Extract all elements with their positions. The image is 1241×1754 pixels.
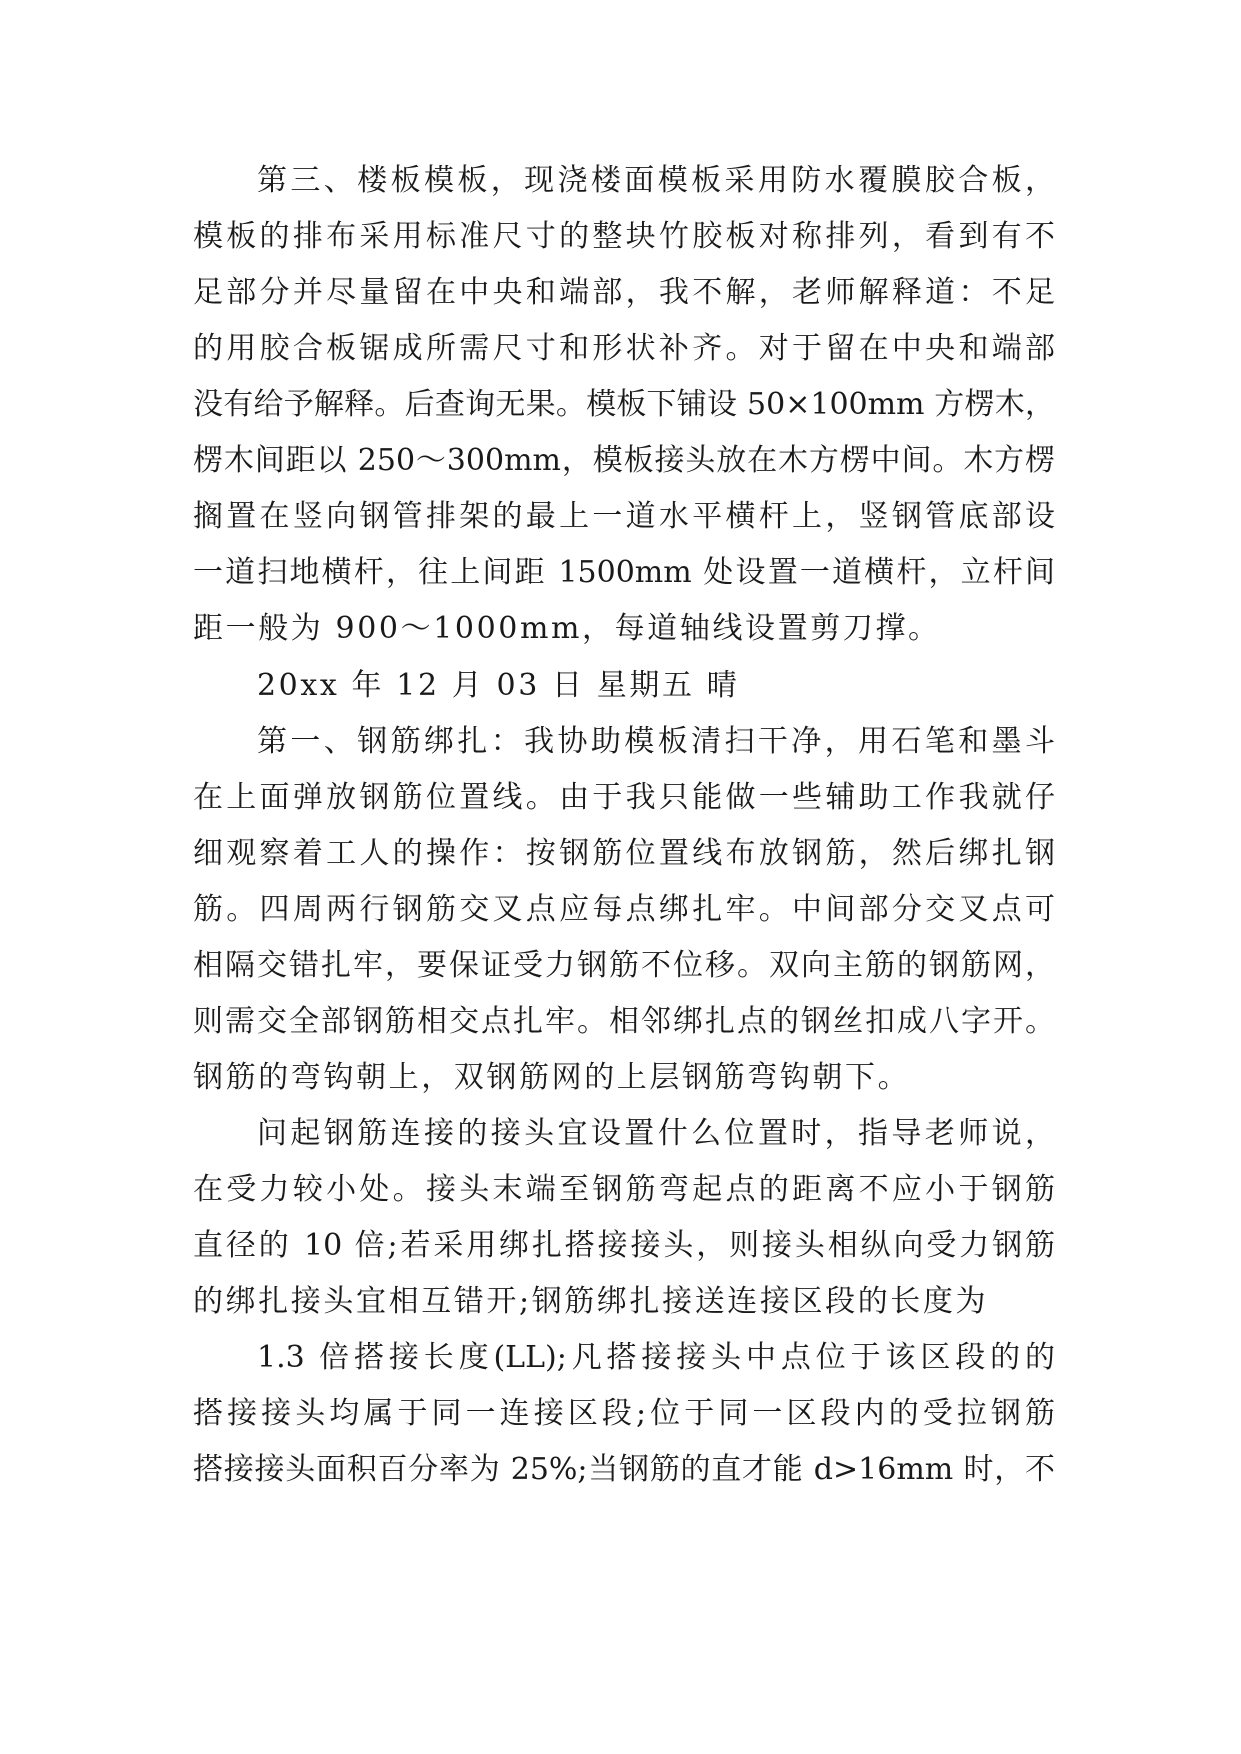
text-line: 第三、楼板模板，现浇楼面模板采用防水覆膜胶合板， bbox=[257, 163, 1055, 198]
text-line: 搭接接头面积百分率为 25%;当钢筋的直才能 d>16mm 时，不 bbox=[193, 1452, 1055, 1487]
text-line: 搁置在竖向钢管排架的最上一道水平横杆上，竖钢管底部设 bbox=[193, 499, 1055, 534]
text-line: 钢筋的弯钩朝上，双钢筋网的上层钢筋弯钩朝下。 bbox=[193, 1060, 911, 1095]
text-line: 的用胶合板锯成所需尺寸和形状补齐。对于留在中央和端部 bbox=[193, 331, 1055, 366]
text-line: 细观察着工人的操作：按钢筋位置线布放钢筋，然后绑扎钢 bbox=[193, 836, 1055, 871]
text-line: 没有给予解释。后查询无果。模板下铺设 50×100mm 方楞木， bbox=[193, 387, 1055, 422]
text-line: 筋。四周两行钢筋交叉点应每点绑扎牢。中间部分交叉点可 bbox=[193, 892, 1055, 927]
text-line: 距一般为 900～1000mm，每道轴线设置剪刀撑。 bbox=[193, 611, 941, 646]
text-line: 相隔交错扎牢，要保证受力钢筋不位移。双向主筋的钢筋网， bbox=[193, 948, 1055, 983]
text-line: 楞木间距以 250～300mm，模板接头放在木方楞中间。木方楞 bbox=[193, 443, 1055, 478]
text-line: 一道扫地横杆，往上间距 1500mm 处设置一道横杆，立杆间 bbox=[193, 555, 1055, 590]
text-line: 在受力较小处。接头末端至钢筋弯起点的距离不应小于钢筋 bbox=[193, 1172, 1055, 1207]
text-line: 搭接接头均属于同一连接区段;位于同一区段内的受拉钢筋 bbox=[193, 1396, 1055, 1431]
text-line: 足部分并尽量留在中央和端部，我不解，老师解释道：不足 bbox=[193, 275, 1055, 310]
text-line: 的绑扎接头宜相互错开;钢筋绑扎接送连接区段的长度为 bbox=[193, 1284, 989, 1319]
text-line: 则需交全部钢筋相交点扎牢。相邻绑扎点的钢丝扣成八字开。 bbox=[193, 1004, 1055, 1039]
text-line: 第一、钢筋绑扎：我协助模板清扫干净，用石笔和墨斗 bbox=[257, 724, 1055, 759]
text-line: 直径的 10 倍;若采用绑扎搭接接头，则接头相纵向受力钢筋 bbox=[193, 1228, 1055, 1263]
text-line: 模板的排布采用标准尺寸的整块竹胶板对称排列，看到有不 bbox=[193, 219, 1055, 254]
text-line: 问起钢筋连接的接头宜设置什么位置时，指导老师说， bbox=[257, 1116, 1055, 1151]
date-line: 20xx 年 12 月 03 日 星期五 晴 bbox=[257, 668, 740, 703]
text-line: 在上面弹放钢筋位置线。由于我只能做一些辅助工作我就仔 bbox=[193, 780, 1055, 815]
text-line: 1.3 倍搭接长度(LL);凡搭接接头中点位于该区段的的 bbox=[257, 1340, 1055, 1375]
